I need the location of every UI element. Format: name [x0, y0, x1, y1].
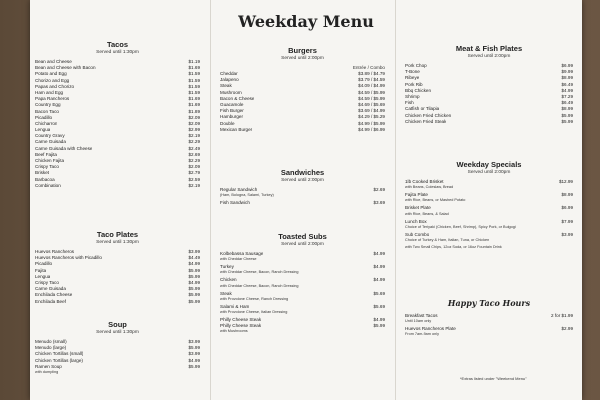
item-name: Ramen Soup: [35, 363, 62, 369]
item-price: $5.99: [561, 112, 573, 118]
item-name: Barbacoa: [35, 176, 55, 182]
item-name: Steak: [220, 290, 232, 296]
item-name: Steak: [220, 83, 232, 89]
item-price: $3.89 / $4.79: [358, 71, 385, 76]
item-name: Brisket: [35, 170, 50, 176]
section-title: Happy Taco Hours: [447, 298, 531, 308]
item-price: $7.99: [561, 218, 573, 224]
item-name: Ribeye: [405, 75, 420, 81]
item-price: $1.59: [188, 71, 200, 77]
item-name: Fish: [405, 100, 414, 106]
item-price: $2.19: [188, 182, 200, 188]
menu-item: [35, 299, 200, 305]
item-price: $1.59: [188, 83, 200, 89]
item-price: $4.99: [188, 357, 200, 363]
item-note: with Beans, Coleslaw, Bread: [405, 185, 454, 190]
section-title: Meat & Fish Plates: [455, 44, 523, 53]
item-name: Picadillo: [35, 261, 53, 267]
menu-item: [35, 183, 200, 189]
item-name: Chicken Tortillas (large): [35, 357, 83, 363]
item-name: Country Gravy: [35, 133, 65, 139]
item-price: $8.99: [561, 75, 573, 81]
item-price: $3.99: [188, 339, 200, 344]
item-price: $3.99: [188, 351, 200, 357]
item-note: Until 10am only: [405, 319, 432, 324]
section-note: with dumpling: [35, 369, 59, 374]
item-price: $1.69: [188, 96, 200, 102]
section-title: Soup: [108, 320, 127, 329]
item-name: Catfish or Tilapia: [405, 106, 440, 112]
section-subtitle: Served until 1:30pm: [96, 240, 139, 245]
item-name: Chicken Fried Steak: [405, 118, 447, 124]
soup-section: [35, 320, 200, 377]
item-name: Papas and Chorizo: [35, 83, 75, 89]
item-name: Lengua: [35, 273, 51, 279]
item-name: Shrimp: [405, 93, 420, 99]
item-name: Bean and Cheese: [35, 59, 72, 64]
item-price: $4.59 / $5.99: [358, 95, 385, 101]
item-name: Lunch Box: [405, 218, 427, 224]
item-price: $2.49: [188, 145, 200, 151]
item-note: with Two Small Chips, 12oz Soda, or 16oz Fountain Drink: [405, 244, 502, 249]
item-price: $3.99: [188, 249, 200, 254]
item-price: $4.09 / $4.99: [358, 83, 385, 89]
item-name: Crispy Taco: [35, 279, 59, 285]
item-name: Mexican Burger: [220, 126, 253, 132]
item-name: Mushroom: [220, 89, 242, 95]
item-price: $8.99: [561, 192, 573, 198]
item-price: $5.69: [373, 290, 385, 296]
section-title: Sandwiches: [280, 168, 325, 177]
item-price: $4.29 / $5.29: [358, 114, 385, 120]
section-subtitle: Served until 2:00pm: [281, 56, 324, 61]
item-price: $5.99: [188, 363, 200, 369]
item-name: Hamburger: [220, 114, 243, 120]
item-note: with Mushrooms: [220, 329, 248, 334]
item-name: Philly Cheese Steak: [220, 323, 262, 329]
item-price: 2 for $1.99: [551, 313, 573, 318]
happy-hours-section: [405, 298, 573, 339]
item-name: Carne Guisada: [35, 139, 66, 145]
item-name: Fajita Plate: [405, 192, 428, 198]
item-name: T-Bone: [405, 69, 420, 75]
item-name: Potato and Egg: [35, 71, 67, 77]
item-price: $1.89: [188, 108, 200, 114]
section-subtitle: Served until 2:00pm: [281, 242, 324, 247]
item-name: Bacon & Cheese: [220, 95, 255, 101]
item-name: Ham and Egg: [35, 89, 64, 95]
item-price: $4.99: [188, 261, 200, 267]
item-note: From 7am-9am only: [405, 332, 439, 337]
item-price: $6.99: [561, 205, 573, 211]
item-name: Picadillo: [35, 114, 53, 120]
right-column: [405, 0, 573, 400]
item-name: Brisket Plate: [405, 205, 431, 211]
item-name: Philly Cheese Steak: [220, 316, 262, 322]
item-price: $2.09: [188, 164, 200, 170]
item-name: Chicharron: [35, 120, 58, 126]
item-price: $8.99: [561, 106, 573, 112]
fold-line-right: [395, 0, 396, 400]
item-price: $4.99: [188, 279, 200, 285]
item-price: $1.59: [188, 77, 200, 83]
item-name: Regular Sandwich: [220, 187, 258, 192]
item-name: Chicken Tortillas (small): [35, 351, 84, 357]
item-price: $6.99: [561, 63, 573, 68]
item-price: $9.99: [561, 69, 573, 75]
item-name: Enchilada Cheese: [35, 292, 73, 298]
item-price: $5.99: [373, 323, 385, 329]
menu-item: [220, 127, 385, 133]
item-name: Menudo (small): [35, 339, 67, 344]
item-price: $4.99: [373, 316, 385, 322]
item-name: Crispy Taco: [35, 164, 59, 170]
item-price: $3.69: [373, 200, 385, 206]
item-price: $2.69: [188, 151, 200, 157]
item-note: (Ham, Bologna, Salami, Turkey): [220, 193, 274, 198]
item-name: Huevos Rancheros Plate: [405, 326, 456, 332]
item-price: $2.99: [188, 127, 200, 133]
item-name: Carne Guisada: [35, 286, 66, 292]
item-note: with Provolone Cheese, Italian Dressing: [220, 309, 288, 314]
item-price: $4.69 / $5.69: [358, 101, 385, 107]
item-name: Bbq Chicken: [405, 87, 432, 93]
item-name: Kolbebassa Sausage: [220, 251, 264, 256]
menu-item: [405, 119, 573, 125]
menu-sheet: [30, 0, 582, 400]
item-note: Choice of Turkey & Ham, Italian, Tuna, or Chicken: [405, 237, 490, 242]
item-price: $2.59: [188, 176, 200, 182]
menu-title: Weekday Menu: [238, 12, 374, 31]
item-name: Guacamole: [220, 101, 244, 107]
taco-plates-section: [35, 230, 200, 305]
section-title: Burgers: [288, 46, 317, 55]
item-name: 1lb Cooked Brisket: [405, 179, 444, 184]
item-price: $4.99: [373, 277, 385, 283]
item-note: with Cheddar Cheese, Bacon, Ranch Dressing: [220, 283, 299, 288]
fold-line-left: [210, 0, 211, 400]
item-price: $5.99: [188, 292, 200, 298]
item-name: Beef Fajita: [35, 151, 57, 157]
item-price: $2.29: [188, 158, 200, 163]
item-name: Pork Chop: [405, 63, 427, 68]
footnote: *Extras listed under "Weekend Menu": [460, 376, 527, 381]
item-price: $4.99: [373, 264, 385, 270]
item-price: $7.29: [561, 93, 573, 99]
item-name: Huevos Rancheros with Picadillo: [35, 255, 102, 261]
section-subtitle: Served until 2:00pm: [467, 170, 511, 175]
item-price: $5.99: [188, 273, 200, 279]
item-price: $1.59: [188, 89, 200, 95]
item-price: $2.09: [188, 114, 200, 120]
item-price: $5.99: [188, 286, 200, 292]
price-header: Entrée / Combo: [352, 65, 385, 70]
section-title: Tacos: [106, 40, 129, 49]
item-name: Fajita: [35, 267, 47, 273]
item-name: Turkey: [220, 264, 234, 270]
item-name: Chorizo and Egg: [35, 77, 70, 83]
section-title: Toasted Subs: [278, 232, 327, 241]
item-note: with Provolone Cheese, Ranch Dressing: [220, 296, 289, 301]
item-name: Combination: [35, 182, 61, 188]
item-name: Cheddar: [220, 71, 238, 76]
section-subtitle: Served until 2:00pm: [281, 178, 324, 183]
item-name: Fish Burger: [220, 108, 244, 114]
tacos-section: [35, 40, 200, 189]
item-name: Bean and Cheese with Bacon: [35, 65, 96, 71]
middle-column: [220, 0, 385, 400]
item-name: Chicken Fried Chicken: [405, 112, 452, 118]
item-name: Bacon Taco: [35, 108, 59, 114]
item-price: $4.99 / $6.99: [358, 126, 385, 132]
item-price: $3.79 / $4.59: [358, 77, 385, 83]
section-title: Taco Plates: [96, 230, 139, 239]
item-price: $4.49: [188, 255, 200, 261]
item-name: Huevos Rancheros: [35, 249, 75, 254]
toasted-subs-section: [220, 232, 385, 336]
sandwiches-section: [220, 168, 385, 206]
menu-item: [220, 200, 385, 206]
item-price: $1.19: [188, 59, 200, 64]
item-price: $5.99: [188, 345, 200, 351]
item-note: with Cheddar Cheese, Bacon, Ranch Dressing: [220, 270, 299, 275]
item-name: Carne Guisada with Cheese: [35, 145, 93, 151]
item-note: with Rice, Beans, & Salad: [405, 211, 449, 216]
item-name: Country Egg: [35, 102, 61, 108]
item-name: Breakfast Tacos: [405, 313, 438, 318]
item-price: $5.99: [188, 267, 200, 273]
section-subtitle: Served until 1:30pm: [96, 330, 139, 335]
section-subtitle: Served until 1:30pm: [96, 50, 139, 55]
item-price: $5.69: [373, 303, 385, 309]
item-price: $12.99: [558, 179, 573, 184]
item-note: Choice of Teriyaki (Chicken, Beef, Shrimp), Spicy Pork, or Bulgogi: [405, 224, 516, 229]
item-name: Chicken Fajita: [35, 158, 65, 163]
item-name: Pork Rib: [405, 81, 423, 87]
item-price: $3.99: [561, 231, 573, 237]
item-price: $4.99: [561, 87, 573, 93]
item-price: $4.59 / $5.99: [358, 89, 385, 95]
section-title: Weekday Specials: [456, 160, 522, 169]
item-price: $2.99: [561, 326, 573, 332]
item-price: $4.99: [373, 251, 385, 256]
item-name: Papa Rancheros: [35, 96, 70, 102]
item-name: Menudo (large): [35, 345, 67, 351]
item-name: Chicken: [220, 277, 237, 283]
item-name: Jalapeno: [220, 77, 239, 83]
item-note: with Cheddar Cheese: [220, 257, 257, 262]
item-name: Lengua: [35, 127, 51, 133]
item-price: $2.29: [188, 139, 200, 145]
item-price: $3.69 / $4.99: [358, 108, 385, 114]
item-price: $5.99: [188, 298, 200, 304]
item-price: $4.99 / $5.99: [358, 120, 385, 126]
item-name: Fish Sandwich: [220, 200, 250, 206]
item-price: $2.19: [188, 133, 200, 139]
section-subtitle: Served until 2:00pm: [467, 54, 511, 59]
item-name: Enchilada Beef: [35, 298, 66, 304]
item-price: $2.79: [188, 170, 200, 176]
weekday-specials-section: [405, 160, 573, 252]
item-name: Sub Combo: [405, 231, 430, 237]
item-price: $5.99: [561, 118, 573, 124]
item-price: $6.49: [561, 100, 573, 106]
left-column: [35, 0, 200, 400]
item-price: $6.49: [561, 81, 573, 87]
item-name: Double: [220, 120, 235, 126]
item-price: $2.69: [373, 187, 385, 192]
item-price: $1.69: [188, 102, 200, 108]
burgers-section: [220, 46, 385, 133]
item-price: $2.09: [188, 120, 200, 126]
item-name: Salami & Ham: [220, 303, 250, 309]
meat-fish-section: [405, 44, 573, 125]
item-price: $1.69: [188, 65, 200, 71]
item-note: with Rice, Beans, or Mashed Potato: [405, 198, 466, 203]
